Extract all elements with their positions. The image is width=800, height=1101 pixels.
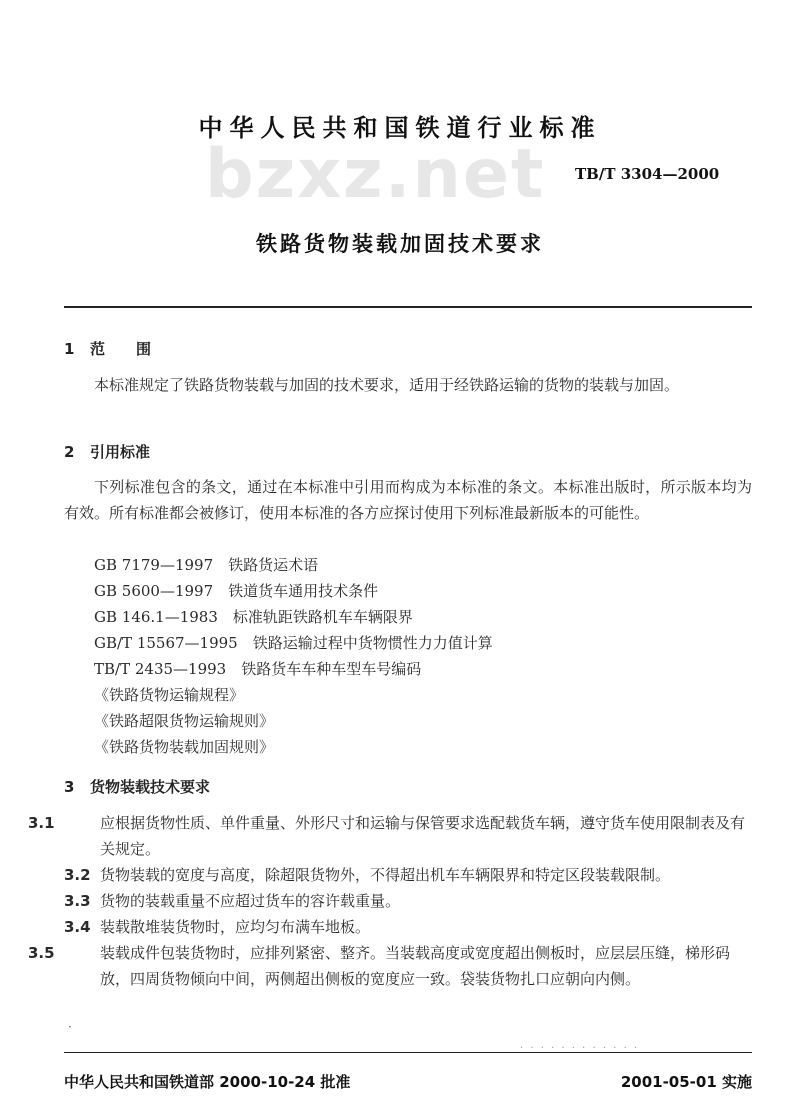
section-1-paragraph: 本标准规定了铁路货物装载与加固的技术要求，适用于经铁路运输的货物的装载与加固。 [94, 376, 680, 394]
footer-dots: · · · · · · · · · · · · [520, 1043, 640, 1054]
reference-item: 《铁路货物运输规程》 [94, 686, 245, 704]
reference-list [94, 552, 493, 760]
clause-text: 装载散堆装货物时，应均匀布满车地板。 [100, 918, 371, 936]
clause-item [64, 914, 752, 940]
header-divider [64, 306, 752, 308]
clause-number: 3.1 [28, 814, 55, 832]
approval-statement: 中华人民共和国铁道部 2000-10-24 批准 [64, 1073, 351, 1091]
reference-item: 《铁路货物装载加固规则》 [94, 738, 275, 756]
trailing-mark: · [68, 1020, 72, 1034]
clause-number: 3.2 [64, 866, 91, 884]
clause-number: 3.4 [64, 918, 91, 936]
clause-number: 3.3 [64, 892, 91, 910]
section-title: 货物装载技术要求 [90, 778, 211, 796]
issuing-body-title: 中华人民共和国铁道行业标准 [198, 114, 602, 142]
reference-item: 《铁路超限货物运输规则》 [94, 712, 275, 730]
clause-number: 3.5 [28, 944, 55, 962]
clause-item [64, 862, 752, 888]
section-number: 1 [64, 340, 75, 358]
section-title: 引用标准 [90, 443, 151, 461]
reference-item: TB/T 2435—1993 铁路货车车种车型车号编码 [94, 660, 422, 678]
clause-text: 货物的装载重量不应超过货车的容许载重量。 [100, 892, 401, 910]
clause-item [28, 810, 752, 862]
section-number: 3 [64, 778, 75, 796]
footer-divider [64, 1052, 752, 1053]
clause-text: 货物装载的宽度与高度，除超限货物外，不得超出机车车辆限界和特定区段装载限制。 [100, 866, 671, 884]
section-2-heading [64, 441, 150, 462]
implementation-date: 2001-05-01 实施 [620, 1073, 752, 1091]
clause-text: 应根据货物性质、单件重量、外形尺寸和运输与保管要求选配载货车辆，遵守货车使用限制表及有关规定。 [100, 814, 746, 858]
section-number: 2 [64, 443, 75, 461]
clause-list [28, 810, 752, 992]
reference-item: GB/T 15567—1995 铁路运输过程中货物惯性力力值计算 [94, 634, 493, 652]
reference-item: GB 146.1—1983 标准轨距铁路机车车辆限界 [94, 608, 413, 626]
watermark: bzxz.net [205, 135, 546, 214]
section-2-paragraph: 下列标准包含的条文，通过在本标准中引用而构成为本标准的条文。本标准出版时，所示版本均为有效。所有标准都会被修订，使用本标准的各方应探讨使用下列标准最新版本的可能性。 [64, 478, 752, 522]
section-title: 范 围 [90, 340, 160, 358]
reference-item: GB 5600—1997 铁道货车通用技术条件 [94, 582, 379, 600]
section-3-heading [64, 776, 210, 797]
clause-item [64, 888, 752, 914]
standard-number: TB/T 3304—2000 [575, 165, 720, 183]
section-1-heading [64, 338, 159, 359]
document-title: 铁路货物装载加固技术要求 [256, 232, 544, 256]
reference-item: GB 7179—1997 铁路货运术语 [94, 556, 319, 574]
clause-item [28, 940, 752, 992]
clause-text: 装载成件包装货物时，应排列紧密、整齐。当装载高度或宽度超出侧板时，应层层压缝，梯形码放，四周货物倾向中间，两侧超出侧板的宽度应一致。袋装货物扎口应朝向内侧。 [100, 944, 731, 988]
